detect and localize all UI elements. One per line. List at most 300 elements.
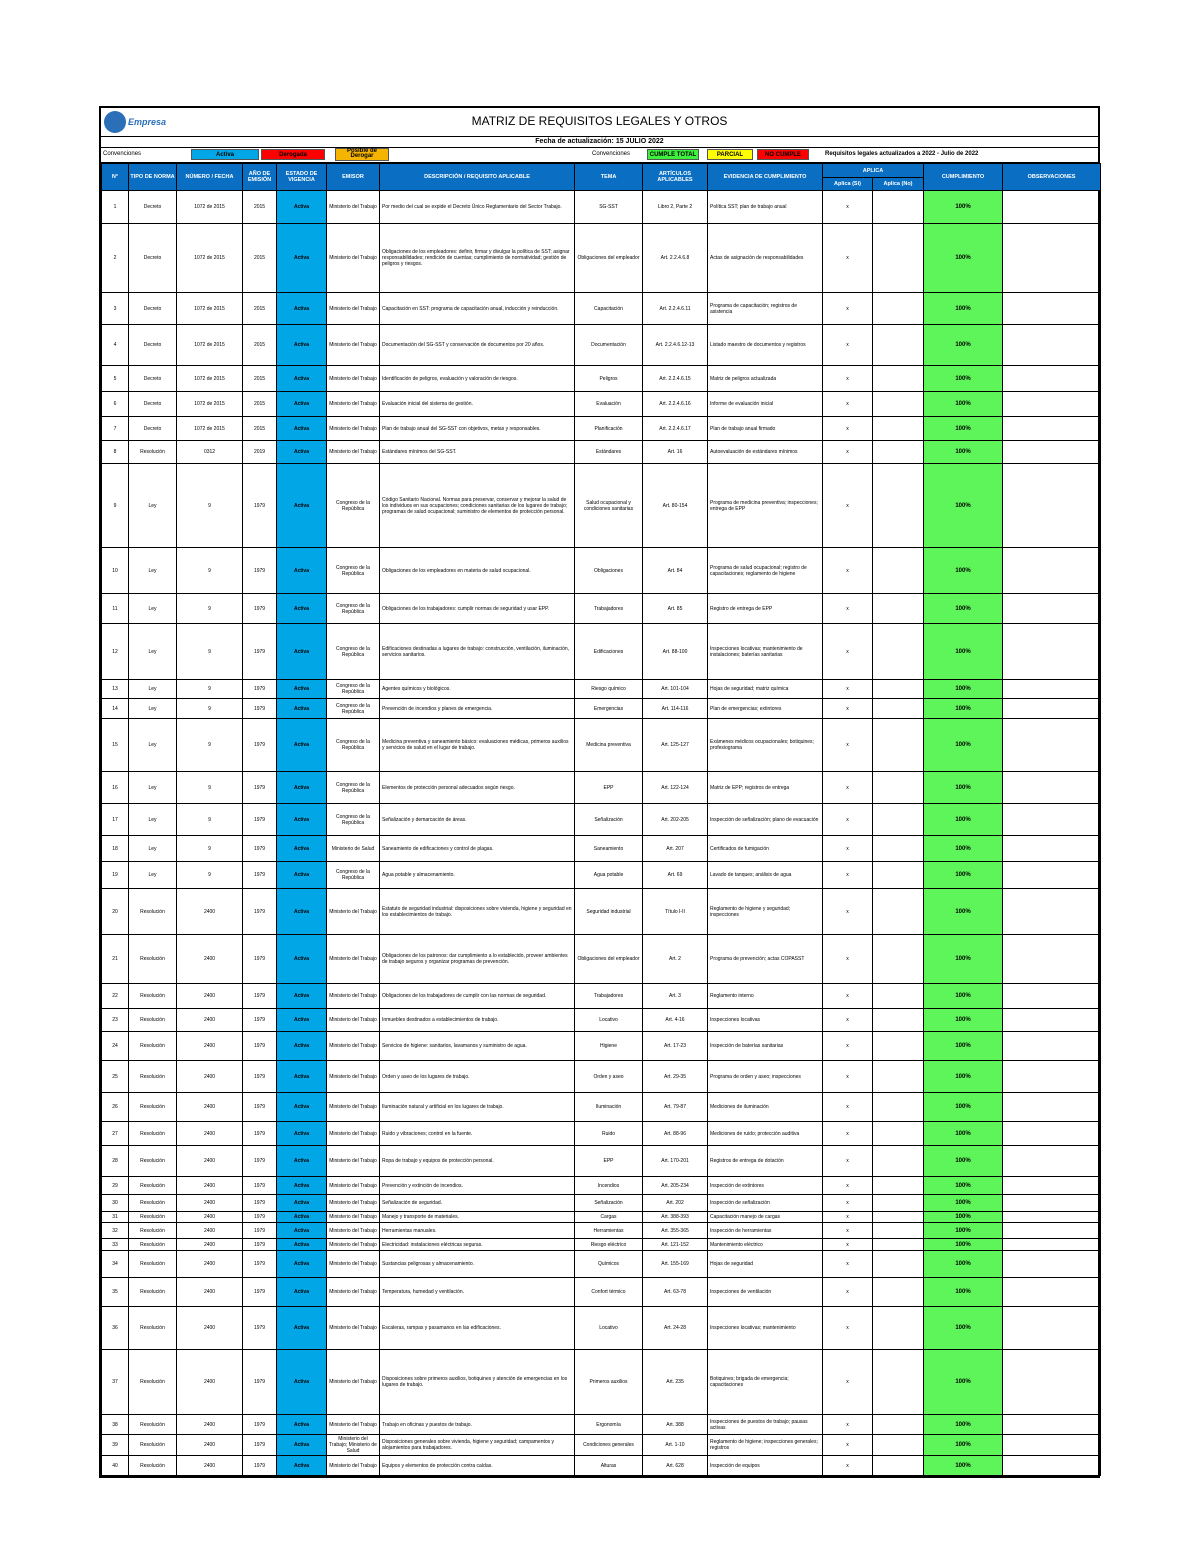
cell-status: Activa [277, 1093, 327, 1122]
cell-articles: Art. 88-100 [643, 624, 708, 680]
cell-number: 9 [177, 464, 243, 548]
cell-year: 2015 [243, 293, 277, 325]
cell-issuer: Ministerio del Trabajo [327, 1122, 380, 1146]
legend-compliance-partial: PARCIAL [707, 149, 753, 160]
cell-compliance: 100% [924, 836, 1003, 862]
cell-topic: Incendios [575, 1177, 643, 1195]
cell-applies-no [873, 191, 924, 224]
cell-articles: Art. 80-154 [643, 464, 708, 548]
cell-topic: EPP [575, 772, 643, 804]
cell-status: Activa [277, 1061, 327, 1093]
cell-issuer: Ministerio del Trabajo [327, 1177, 380, 1195]
cell-issuer: Congreso de la República [327, 699, 380, 719]
cell-applies-yes: x [823, 1177, 873, 1195]
update-date-row [101, 137, 1098, 148]
cell-articles: Art. 114-116 [643, 699, 708, 719]
table-row [102, 1435, 1101, 1456]
cell-applies-no [873, 1278, 924, 1307]
cell-num: 9 [102, 464, 129, 548]
cell-num: 32 [102, 1223, 129, 1239]
cell-type: Decreto [129, 392, 177, 417]
cell-evidence: Programa de capacitación; registros de asistencia [708, 293, 823, 325]
cell-observations [1003, 464, 1101, 548]
cell-number: 2400 [177, 1146, 243, 1177]
cell-issuer: Ministerio del Trabajo [327, 1456, 380, 1476]
cell-number: 2400 [177, 1415, 243, 1435]
cell-applies-yes: x [823, 1195, 873, 1212]
cell-applies-no [873, 1177, 924, 1195]
cell-topic: Capacitación [575, 293, 643, 325]
cell-issuer: Ministerio del Trabajo [327, 1032, 380, 1061]
cell-articles: Art. 2.2.4.6.15 [643, 366, 708, 392]
cell-applies-no [873, 772, 924, 804]
cell-observations [1003, 1223, 1101, 1239]
cell-compliance: 100% [924, 680, 1003, 699]
cell-observations [1003, 1146, 1101, 1177]
table-row [102, 366, 1101, 392]
cell-applies-yes: x [823, 1093, 873, 1122]
table-row [102, 862, 1101, 889]
cell-status: Activa [277, 1415, 327, 1435]
cell-observations [1003, 594, 1101, 624]
cell-articles: Art. 205-234 [643, 1177, 708, 1195]
cell-articles: Art. 207 [643, 836, 708, 862]
cell-year: 2015 [243, 417, 277, 441]
cell-num: 26 [102, 1093, 129, 1122]
cell-topic: Alturas [575, 1456, 643, 1476]
cell-topic: Condiciones generales [575, 1435, 643, 1456]
cell-number: 1072 de 2015 [177, 191, 243, 224]
cell-evidence: Registro de entrega de EPP [708, 594, 823, 624]
cell-observations [1003, 719, 1101, 772]
cell-articles: Art. 63-78 [643, 1278, 708, 1307]
cell-num: 38 [102, 1415, 129, 1435]
cell-status: Activa [277, 680, 327, 699]
cell-evidence: Plan de trabajo anual firmado [708, 417, 823, 441]
cell-description: Evaluación inicial del sistema de gestión. [380, 392, 575, 417]
col-header-compliance: CUMPLIMIENTO [924, 164, 1003, 191]
cell-applies-yes: x [823, 1061, 873, 1093]
cell-number: 1072 de 2015 [177, 293, 243, 325]
cell-applies-yes: x [823, 293, 873, 325]
table-row [102, 1278, 1101, 1307]
cell-number: 2400 [177, 1032, 243, 1061]
cell-type: Resolución [129, 984, 177, 1009]
cell-number: 1072 de 2015 [177, 224, 243, 293]
cell-type: Ley [129, 804, 177, 836]
cell-observations [1003, 1456, 1101, 1476]
cell-observations [1003, 1212, 1101, 1223]
cell-evidence: Capacitación manejo de cargas [708, 1212, 823, 1223]
cell-type: Decreto [129, 325, 177, 366]
cell-evidence: Matriz de peligros actualizada [708, 366, 823, 392]
cell-applies-yes: x [823, 1251, 873, 1278]
legend-status-repealed: Derogada [261, 149, 325, 160]
table-row [102, 1122, 1101, 1146]
cell-applies-yes: x [823, 804, 873, 836]
cell-description: Electricidad: instalaciones eléctricas seguras. [380, 1239, 575, 1251]
cell-year: 1979 [243, 1239, 277, 1251]
col-header-evidence: EVIDENCIA DE CUMPLIMIENTO [708, 164, 823, 191]
update-date-value: 15 JULIO 2022 [615, 138, 664, 145]
cell-status: Activa [277, 293, 327, 325]
cell-issuer: Ministerio del Trabajo [327, 1223, 380, 1239]
cell-num: 18 [102, 836, 129, 862]
cell-type: Resolución [129, 1350, 177, 1415]
title-row [101, 108, 1098, 137]
cell-compliance: 100% [924, 1195, 1003, 1212]
cell-description: Agua potable y almacenamiento. [380, 862, 575, 889]
cell-applies-no [873, 441, 924, 464]
table-row [102, 889, 1101, 935]
cell-articles: Art. 3 [643, 984, 708, 1009]
cell-applies-no [873, 1239, 924, 1251]
cell-compliance: 100% [924, 889, 1003, 935]
cell-observations [1003, 935, 1101, 984]
cell-compliance: 100% [924, 804, 1003, 836]
cell-description: Trabajo en oficinas y puestos de trabajo. [380, 1415, 575, 1435]
cell-status: Activa [277, 804, 327, 836]
cell-number: 2400 [177, 1093, 243, 1122]
cell-observations [1003, 1009, 1101, 1032]
cell-issuer: Ministerio del Trabajo [327, 935, 380, 984]
cell-description: Plan de trabajo anual del SG-SST con objetivos, metas y responsables. [380, 417, 575, 441]
cell-type: Ley [129, 719, 177, 772]
cell-observations [1003, 624, 1101, 680]
cell-type: Resolución [129, 1009, 177, 1032]
cell-status: Activa [277, 1223, 327, 1239]
cell-compliance: 100% [924, 293, 1003, 325]
cell-description: Temperatura, humedad y ventilación. [380, 1278, 575, 1307]
cell-topic: Primeros auxilios [575, 1350, 643, 1415]
cell-articles: Libro 2, Parte 2 [643, 191, 708, 224]
cell-issuer: Ministerio del Trabajo [327, 1415, 380, 1435]
cell-articles: Art. 2.2.4.6.16 [643, 392, 708, 417]
cell-year: 1979 [243, 1223, 277, 1239]
cell-description: Prevención y extinción de incendios. [380, 1177, 575, 1195]
cell-evidence: Reglamento interno [708, 984, 823, 1009]
cell-description: Obligaciones de los empleadores: definir, firmar y divulgar la política de SST; asignar responsabilidades; rendición de cuentas; cumplimiento de normatividad; gestión de peligros y riesgos. [380, 224, 575, 293]
cell-topic: Riesgo eléctrico [575, 1239, 643, 1251]
cell-applies-no [873, 1307, 924, 1350]
cell-num: 6 [102, 392, 129, 417]
cell-num: 22 [102, 984, 129, 1009]
cell-applies-no [873, 1350, 924, 1415]
cell-status: Activa [277, 1212, 327, 1223]
cell-observations [1003, 548, 1101, 594]
cell-compliance: 100% [924, 1435, 1003, 1456]
cell-num: 7 [102, 417, 129, 441]
cell-description: Orden y aseo de los lugares de trabajo. [380, 1061, 575, 1093]
cell-type: Resolución [129, 1122, 177, 1146]
table-row [102, 1061, 1101, 1093]
cell-topic: Ergonomía [575, 1415, 643, 1435]
cell-num: 13 [102, 680, 129, 699]
cell-type: Resolución [129, 1032, 177, 1061]
cell-topic: Documentación [575, 325, 643, 366]
cell-issuer: Ministerio del Trabajo [327, 1093, 380, 1122]
cell-type: Resolución [129, 1435, 177, 1456]
cell-status: Activa [277, 1435, 327, 1456]
cell-number: 1072 de 2015 [177, 392, 243, 417]
cell-issuer: Ministerio del Trabajo [327, 441, 380, 464]
cell-num: 29 [102, 1177, 129, 1195]
cell-articles: Art. 388 [643, 1415, 708, 1435]
cell-topic: Medicina preventiva [575, 719, 643, 772]
cell-issuer: Ministerio del Trabajo [327, 392, 380, 417]
cell-topic: Seguridad industrial [575, 889, 643, 935]
cell-observations [1003, 1350, 1101, 1415]
col-header-num: N° [102, 164, 129, 191]
cell-description: Ropa de trabajo y equipos de protección personal. [380, 1146, 575, 1177]
cell-description: Señalización y demarcación de áreas. [380, 804, 575, 836]
cell-applies-yes: x [823, 1212, 873, 1223]
cell-articles: Título I-II [643, 889, 708, 935]
cell-observations [1003, 1195, 1101, 1212]
cell-applies-no [873, 1212, 924, 1223]
cell-description: Estatuto de seguridad industrial: disposiciones sobre vivienda, higiene y seguridad en los establecimientos de trabajo. [380, 889, 575, 935]
table-row [102, 417, 1101, 441]
logo-text: Empresa [128, 117, 167, 127]
cell-topic: Trabajadores [575, 984, 643, 1009]
cell-status: Activa [277, 935, 327, 984]
cell-applies-no [873, 224, 924, 293]
cell-applies-no [873, 836, 924, 862]
cell-issuer: Ministerio del Trabajo [327, 325, 380, 366]
cell-observations [1003, 392, 1101, 417]
cell-articles: Art. 355-365 [643, 1223, 708, 1239]
cell-applies-no [873, 325, 924, 366]
cell-description: Obligaciones de los patronos: dar cumplimiento a lo establecido, proveer ambientes de trabajo seguros y organizar programas de prevención. [380, 935, 575, 984]
cell-year: 1979 [243, 1122, 277, 1146]
cell-num: 30 [102, 1195, 129, 1212]
table-row [102, 441, 1101, 464]
cell-applies-no [873, 392, 924, 417]
cell-articles: Art. 121-152 [643, 1239, 708, 1251]
cell-observations [1003, 366, 1101, 392]
cell-num: 14 [102, 699, 129, 719]
cell-year: 1979 [243, 1177, 277, 1195]
cell-status: Activa [277, 224, 327, 293]
cell-topic: Agua potable [575, 862, 643, 889]
cell-articles: Art. 16 [643, 441, 708, 464]
cell-status: Activa [277, 1146, 327, 1177]
cell-evidence: Reglamento de higiene y seguridad; inspecciones [708, 889, 823, 935]
cell-compliance: 100% [924, 1061, 1003, 1093]
cell-issuer: Congreso de la República [327, 548, 380, 594]
cell-observations [1003, 293, 1101, 325]
table-row [102, 325, 1101, 366]
cell-evidence: Plan de emergencias; extintores [708, 699, 823, 719]
cell-number: 9 [177, 699, 243, 719]
cell-compliance: 100% [924, 464, 1003, 548]
cell-type: Resolución [129, 1223, 177, 1239]
cell-status: Activa [277, 1307, 327, 1350]
cell-description: Código Sanitario Nacional. Normas para preservar, conservar y mejorar la salud de los individuos en sus ocupaciones; condiciones sanitarias de los lugares de trabajo; programas de salud ocupacional; suministro de elementos de protección personal. [380, 464, 575, 548]
cell-number: 9 [177, 772, 243, 804]
legend-compliance-total: CUMPLE TOTAL [647, 149, 699, 160]
cell-applies-yes: x [823, 862, 873, 889]
cell-issuer: Ministerio del Trabajo [327, 224, 380, 293]
cell-compliance: 100% [924, 1009, 1003, 1032]
cell-applies-yes: x [823, 1278, 873, 1307]
cell-evidence: Registros de entrega de dotación [708, 1146, 823, 1177]
cell-articles: Art. 84 [643, 548, 708, 594]
table-row [102, 594, 1101, 624]
cell-compliance: 100% [924, 1093, 1003, 1122]
table-row [102, 1212, 1101, 1223]
cell-year: 1979 [243, 1195, 277, 1212]
table-row [102, 1032, 1101, 1061]
cell-topic: Trabajadores [575, 594, 643, 624]
cell-evidence: Política SST; plan de trabajo anual [708, 191, 823, 224]
cell-applies-no [873, 1122, 924, 1146]
cell-evidence: Inspección de extintores [708, 1177, 823, 1195]
cell-applies-no [873, 1032, 924, 1061]
cell-topic: Edificaciones [575, 624, 643, 680]
table-row [102, 1239, 1101, 1251]
cell-articles: Art. 101-104 [643, 680, 708, 699]
cell-topic: SG-SST [575, 191, 643, 224]
cell-articles: Art. 29-35 [643, 1061, 708, 1093]
cell-num: 15 [102, 719, 129, 772]
cell-year: 1979 [243, 1032, 277, 1061]
cell-type: Decreto [129, 417, 177, 441]
cell-status: Activa [277, 862, 327, 889]
cell-type: Resolución [129, 1239, 177, 1251]
cell-applies-no [873, 804, 924, 836]
cell-year: 1979 [243, 1146, 277, 1177]
cell-number: 2400 [177, 1251, 243, 1278]
cell-status: Activa [277, 1122, 327, 1146]
cell-year: 1979 [243, 1307, 277, 1350]
cell-compliance: 100% [924, 772, 1003, 804]
cell-status: Activa [277, 441, 327, 464]
cell-applies-yes: x [823, 889, 873, 935]
cell-evidence: Lavado de tanques; análisis de agua [708, 862, 823, 889]
cell-num: 8 [102, 441, 129, 464]
cell-topic: Orden y aseo [575, 1061, 643, 1093]
cell-applies-yes: x [823, 1239, 873, 1251]
cell-topic: Higiene [575, 1032, 643, 1061]
cell-status: Activa [277, 1009, 327, 1032]
cell-applies-no [873, 1435, 924, 1456]
cell-year: 1979 [243, 889, 277, 935]
cell-number: 9 [177, 804, 243, 836]
cell-type: Ley [129, 862, 177, 889]
cell-articles: Art. 170-201 [643, 1146, 708, 1177]
table-row [102, 1093, 1101, 1122]
cell-compliance: 100% [924, 224, 1003, 293]
cell-status: Activa [277, 1177, 327, 1195]
cell-year: 1979 [243, 1251, 277, 1278]
cell-description: Sustancias peligrosas y almacenamiento. [380, 1251, 575, 1278]
cell-issuer: Ministerio del Trabajo [327, 1212, 380, 1223]
cell-description: Capacitación en SST: programa de capacitación anual, inducción y reinducción. [380, 293, 575, 325]
cell-year: 1979 [243, 1350, 277, 1415]
cell-applies-yes: x [823, 441, 873, 464]
cell-applies-no [873, 293, 924, 325]
cell-evidence: Reglamento de higiene; inspecciones generales; registros [708, 1435, 823, 1456]
cell-status: Activa [277, 392, 327, 417]
cell-number: 9 [177, 624, 243, 680]
cell-description: Estándares mínimos del SG-SST. [380, 441, 575, 464]
cell-compliance: 100% [924, 699, 1003, 719]
cell-num: 5 [102, 366, 129, 392]
cell-type: Resolución [129, 889, 177, 935]
cell-status: Activa [277, 1350, 327, 1415]
table-row [102, 1307, 1101, 1350]
cell-articles: Art. 155-169 [643, 1251, 708, 1278]
cell-applies-no [873, 1415, 924, 1435]
cell-year: 1979 [243, 772, 277, 804]
legend-status-label: Convenciones [103, 151, 142, 157]
cell-number: 2400 [177, 935, 243, 984]
cell-status: Activa [277, 464, 327, 548]
cell-topic: Ruido [575, 1122, 643, 1146]
cell-num: 39 [102, 1435, 129, 1456]
cell-applies-no [873, 935, 924, 984]
cell-evidence: Hojas de seguridad [708, 1251, 823, 1278]
cell-applies-yes: x [823, 1456, 873, 1476]
table-row [102, 1223, 1101, 1239]
cell-observations [1003, 1061, 1101, 1093]
cell-number: 1072 de 2015 [177, 417, 243, 441]
cell-status: Activa [277, 836, 327, 862]
cell-number: 1072 de 2015 [177, 325, 243, 366]
cell-status: Activa [277, 984, 327, 1009]
cell-num: 34 [102, 1251, 129, 1278]
cell-applies-yes: x [823, 366, 873, 392]
cell-observations [1003, 417, 1101, 441]
cell-year: 1979 [243, 1435, 277, 1456]
cell-type: Ley [129, 594, 177, 624]
cell-status: Activa [277, 548, 327, 594]
cell-observations [1003, 1032, 1101, 1061]
cell-topic: Emergencias [575, 699, 643, 719]
cell-num: 3 [102, 293, 129, 325]
cell-number: 2400 [177, 1122, 243, 1146]
cell-type: Resolución [129, 1146, 177, 1177]
cell-topic: Locativo [575, 1307, 643, 1350]
cell-articles: Art. 2.2.4.6.17 [643, 417, 708, 441]
cell-topic: Químicos [575, 1251, 643, 1278]
table-row [102, 935, 1101, 984]
table-row [102, 719, 1101, 772]
cell-description: Agentes químicos y biológicos. [380, 680, 575, 699]
cell-type: Ley [129, 699, 177, 719]
table-row [102, 191, 1101, 224]
cell-applies-yes: x [823, 417, 873, 441]
cell-applies-no [873, 1195, 924, 1212]
cell-applies-yes: x [823, 325, 873, 366]
cell-year: 2015 [243, 392, 277, 417]
cell-topic: Confort térmico [575, 1278, 643, 1307]
cell-type: Decreto [129, 224, 177, 293]
cell-evidence: Listado maestro de documentos y registros [708, 325, 823, 366]
cell-articles: Art. 88-96 [643, 1122, 708, 1146]
cell-description: Obligaciones de los empleadores en materia de salud ocupacional. [380, 548, 575, 594]
cell-topic: Riesgo químico [575, 680, 643, 699]
cell-num: 23 [102, 1009, 129, 1032]
table-row [102, 1009, 1101, 1032]
cell-type: Resolución [129, 1212, 177, 1223]
cell-compliance: 100% [924, 1350, 1003, 1415]
col-header-topic: TEMA [575, 164, 643, 191]
legend-row [101, 148, 1098, 163]
table-row [102, 680, 1101, 699]
cell-type: Ley [129, 548, 177, 594]
